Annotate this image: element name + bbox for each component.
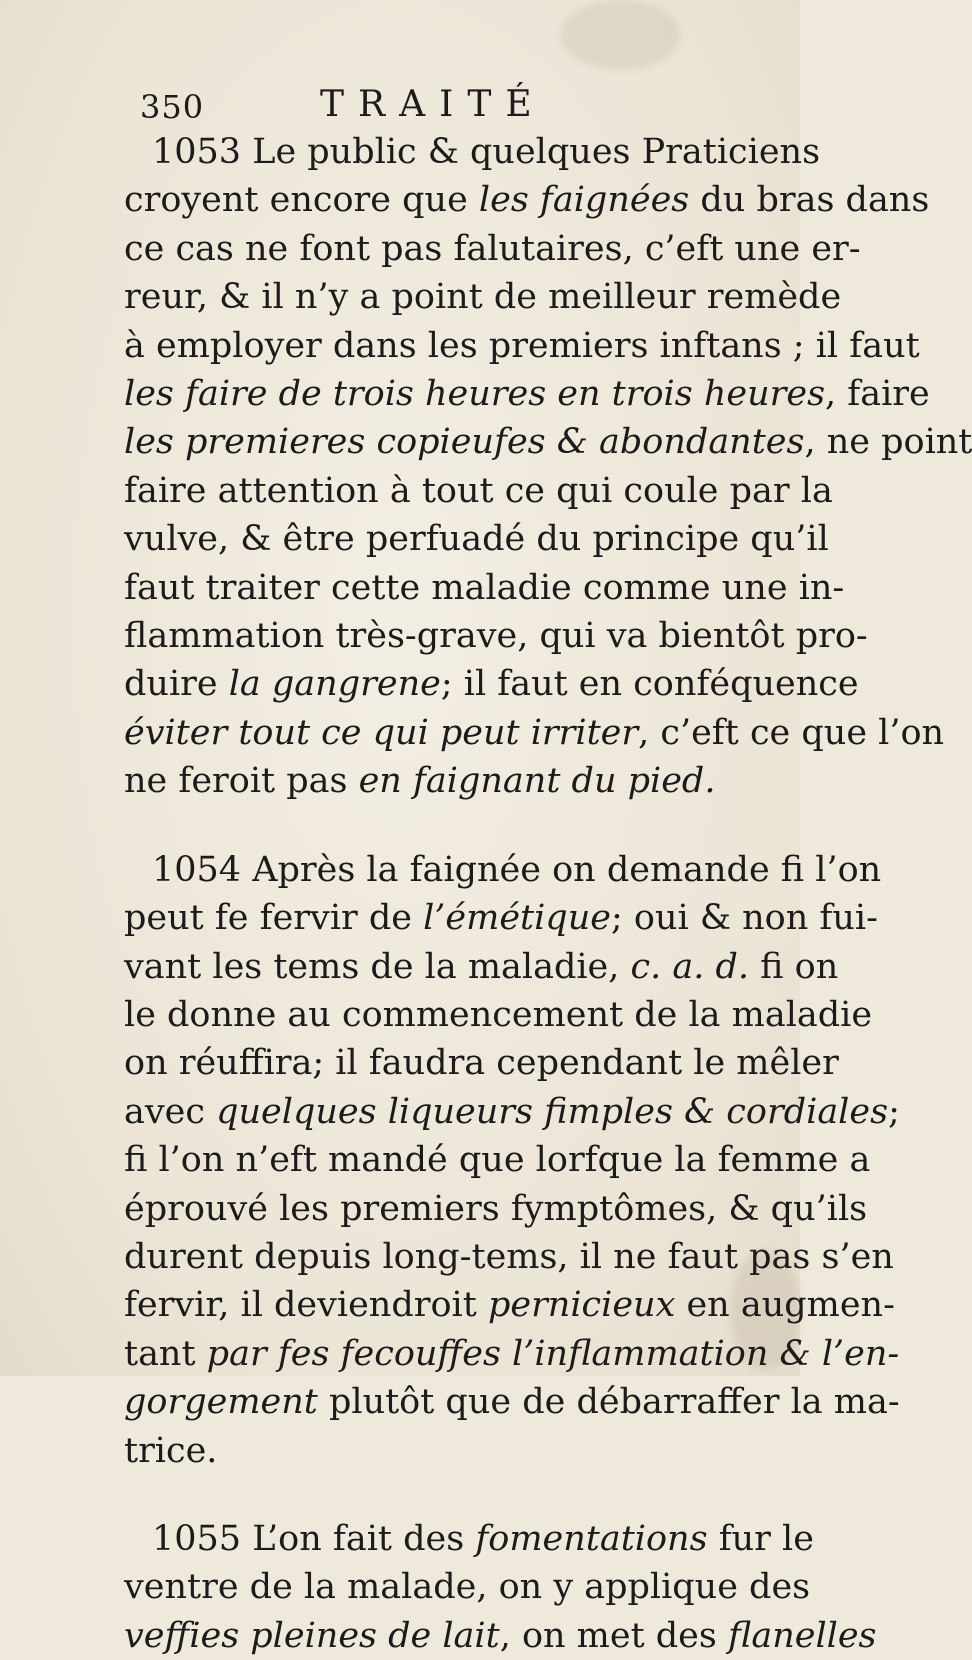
text-line <box>124 515 829 563</box>
text-line <box>124 1427 774 1475</box>
text-segment: plutôt que de débarraffer la ma- <box>317 1382 900 1423</box>
text-segment: fi l’on n’eft mandé que lorfque la femme a <box>124 1140 871 1181</box>
text-segment: durent depuis long-tems, il ne faut pas s’en <box>124 1236 894 1277</box>
text-segment: reur, & il n’y a point de meilleur remède <box>124 277 842 318</box>
text-segment: croyent encore que <box>124 180 479 221</box>
text-segment: ventre de la malade, on y applique des <box>124 1567 811 1608</box>
page-number: 350 <box>140 88 205 126</box>
italic-segment: éviter tout ce qui peut irriter <box>124 712 639 753</box>
text-line <box>124 128 821 176</box>
paragraph-p1053 <box>124 128 972 806</box>
text-segment: , faire <box>825 374 930 415</box>
text-line <box>124 176 930 224</box>
italic-segment: pernicieux <box>487 1285 676 1326</box>
text-line <box>124 991 873 1039</box>
text-segment: 1054 Après la faignée on demande fi l’on <box>152 849 882 890</box>
text-segment: ne feroit pas <box>124 761 359 802</box>
italic-segment: gorgement <box>124 1382 318 1423</box>
text-line <box>124 757 774 805</box>
italic-segment: en faignant du pied. <box>358 761 716 802</box>
text-segment: tant <box>124 1333 207 1374</box>
text-line <box>124 273 842 321</box>
text-line <box>124 418 972 466</box>
italic-segment: c. a. d. <box>630 946 750 987</box>
text-segment: , ne point <box>804 422 972 463</box>
text-line <box>124 1088 900 1136</box>
italic-segment: l’émétique <box>423 898 611 939</box>
text-segment: fi on <box>749 946 839 987</box>
text-line <box>124 1612 877 1660</box>
text-segment: peut fe fervir de <box>124 898 424 939</box>
text-segment: 1055 L’on fait des <box>152 1518 476 1559</box>
text-segment: ; <box>888 1091 900 1132</box>
text-segment: éprouvé les premiers fymptômes, & qu’ils <box>124 1188 868 1229</box>
text-line <box>124 1039 839 1087</box>
italic-segment: fomentations <box>475 1518 708 1559</box>
text-line <box>124 1378 900 1426</box>
text-segment: fervir, il deviendroit <box>124 1285 488 1326</box>
text-line <box>124 322 920 370</box>
body-text <box>124 128 972 1660</box>
italic-segment: les faignées <box>478 180 690 221</box>
paragraph-gap <box>124 1475 774 1515</box>
text-segment: 1053 Le public & quelques Praticiens <box>152 132 821 172</box>
text-line <box>124 1233 894 1281</box>
text-line <box>124 1136 871 1184</box>
paragraph-p1054 <box>124 846 900 1475</box>
text-line <box>124 467 833 515</box>
italic-segment: par fes fecouffes l’inflammation & l’en- <box>206 1333 900 1374</box>
text-segment: trice. <box>124 1430 218 1471</box>
paragraph-gap <box>124 806 774 846</box>
text-segment: ce cas ne font pas falutaires, c’eft une er- <box>124 228 861 269</box>
italic-segment: les faire de trois heures en trois heures <box>124 374 826 415</box>
text-segment: duire <box>124 664 229 705</box>
text-segment: vant les tems de la maladie, <box>124 946 631 987</box>
text-line <box>124 370 930 418</box>
text-segment: faut traiter cette maladie comme une in- <box>124 567 845 608</box>
text-segment: avec <box>124 1091 217 1132</box>
text-segment: on réuffira; il faudra cependant le mêler <box>124 1043 839 1084</box>
text-line <box>124 1281 895 1329</box>
text-segment: , c’eft ce que l’on <box>638 712 945 753</box>
italic-segment: flanelles <box>727 1615 877 1656</box>
text-segment: flammation très-grave, qui va bientôt pro- <box>124 616 868 657</box>
italic-segment: quelques liqueurs fimples & cordiales <box>216 1091 889 1132</box>
text-segment: à employer dans les premiers inftans ; il faut <box>124 325 920 366</box>
text-line <box>124 1185 868 1233</box>
text-line <box>124 1515 814 1563</box>
italic-segment: la gangrene <box>228 664 441 705</box>
text-line <box>124 564 845 612</box>
text-line <box>124 943 839 991</box>
text-segment: le donne au commencement de la maladie <box>124 994 873 1035</box>
text-line <box>124 660 859 708</box>
text-line <box>124 709 945 757</box>
text-line <box>124 894 878 942</box>
italic-segment: les premieres copieufes & abondantes <box>124 422 805 463</box>
text-segment: du bras dans <box>689 180 930 221</box>
italic-segment: veffies pleines de lait <box>124 1615 500 1656</box>
text-line <box>124 612 868 660</box>
text-segment: en augmen- <box>675 1285 895 1326</box>
paper-stain <box>560 0 680 70</box>
text-segment: faire attention à tout ce qui coule par la <box>124 470 833 511</box>
text-line <box>124 225 861 273</box>
text-segment: , on met des <box>499 1615 728 1656</box>
paragraph-p1055 <box>124 1515 877 1660</box>
text-segment: ; il faut en conféquence <box>440 664 859 705</box>
text-line <box>124 846 882 894</box>
text-segment: vulve, & être perfuadé du principe qu’il <box>124 519 829 560</box>
text-line <box>124 1563 811 1611</box>
text-line <box>124 1330 900 1378</box>
text-segment: ; oui & non fui- <box>610 898 878 939</box>
running-title: TRAITÉ <box>320 84 546 125</box>
text-segment: fur le <box>707 1518 814 1559</box>
